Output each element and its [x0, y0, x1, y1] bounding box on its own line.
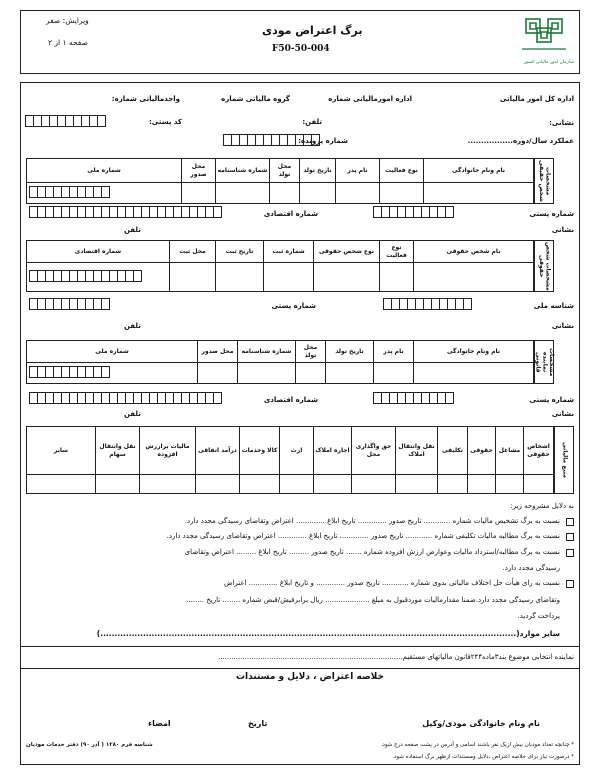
col-national-id: شماره ملی — [27, 159, 182, 183]
src-rent: اجاره املاک — [314, 427, 352, 475]
col-legal-activity: نوع فعالیت — [380, 241, 414, 263]
col-rep-national-id: شماره ملی — [27, 341, 198, 363]
src-jobs: مشاغل — [496, 427, 524, 475]
version-label: ویرایش: صفر — [46, 16, 89, 25]
t3-economic-boxes[interactable] — [30, 392, 222, 404]
form-identifier: شناسه فرم ۱۲۸۰ ( آذر ۹۰) دفتر خدمات مودیان — [26, 742, 153, 748]
src-property-transfer: نقل وانتقال املاک — [396, 427, 438, 475]
unit-number-field[interactable]: واحدمالیاتی شماره: — [111, 95, 180, 103]
t2-postal-boxes[interactable] — [30, 298, 110, 310]
col-birth-place: محل تولد — [270, 159, 300, 183]
address-field[interactable]: نشانی: — [549, 119, 574, 127]
src-salary: حقوقی — [468, 427, 496, 475]
col-reg-date: تاریخ ثبت — [216, 241, 264, 263]
office-number-field[interactable]: اداره امورمالیاتی شماره — [328, 95, 412, 103]
t3-address-label[interactable]: نشانی — [551, 410, 574, 418]
tax-organization-logo-icon — [518, 16, 570, 56]
reason-3-text: نسبت به برگ مطالبه/استرداد مالیات وعوارض ارزش افزوده شماره ....... تاریخ صدور ......... تاریخ ابلاغ ......... اعتراض وتقاضای — [184, 548, 560, 556]
summary-title: خلاصه اعتراض ، دلایل و مستندات — [236, 672, 384, 682]
reason-1-checkbox[interactable] — [566, 518, 574, 526]
col-full-name: نام ونام خانوادگی — [424, 159, 534, 183]
reason-3-checkbox[interactable] — [566, 549, 574, 557]
t2-economic-boxes[interactable] — [30, 270, 142, 282]
footer-note-1: * چنانچه تعداد مودیان بیش ازیک نفر باشند اسامی و آدرس در پشت صفحه درج شود. — [380, 742, 574, 748]
sign-date-label: تاریخ — [248, 719, 268, 728]
col-legal-type: نوع شخص حقوقی — [314, 241, 380, 263]
col-rep-birth-date: تاریخ تولد — [326, 341, 374, 363]
src-goods-services: کالا وخدمات — [240, 427, 280, 475]
col-birth-date: تاریخ تولد — [300, 159, 336, 183]
file-number-boxes[interactable] — [224, 134, 320, 146]
col-economic-number: شماره اقتصادی — [27, 241, 170, 263]
file-number-label: شماره پرونده: — [298, 137, 348, 145]
t1-postal-label: شماره پستی — [529, 210, 574, 218]
postal-code-label: کد پستی: — [148, 118, 182, 126]
t2-address-label[interactable]: نشانی — [551, 322, 574, 330]
footer-note-2: * درصورت نیاز برای خلاصه اعتراض ،دلایل ومستندات ازظهر برگ استفاده شود. — [392, 754, 574, 760]
rep-national-id-boxes[interactable] — [30, 366, 110, 378]
t1-economic-boxes[interactable] — [30, 206, 222, 218]
t1-economic-label: شماره اقتصادی — [263, 210, 318, 218]
src-inheritance: ارث — [280, 427, 314, 475]
page-number: صفحه ۱ از ۲ — [48, 38, 88, 47]
src-legal-entities: اشخاص حقوقی — [524, 427, 554, 475]
reason-3-text-cont: رسیدگی مجدد دارد. — [502, 564, 560, 572]
col-activity: نوع فعالیت — [380, 159, 424, 183]
summary-divider — [20, 668, 580, 669]
col-father-name: نام پدر — [336, 159, 380, 183]
phone-field[interactable]: تلفن: — [302, 118, 322, 126]
col-reg-place: محل ثبت — [170, 241, 216, 263]
t3-postal-boxes[interactable] — [374, 392, 454, 404]
group-number-field[interactable]: گروه مالیاتی شماره — [221, 95, 290, 103]
col-issue-place: محل صدور — [182, 159, 216, 183]
t3-postal-label: شماره پستی — [529, 396, 574, 404]
postal-code-boxes[interactable] — [26, 115, 106, 127]
src-incidental-income: درآمد اتفاقی — [196, 427, 240, 475]
t2-phone-label[interactable]: تلفن — [124, 322, 141, 330]
t1-address-label[interactable]: نشانی — [551, 226, 574, 234]
t2-national-label: شناسه ملی — [533, 302, 574, 310]
t1-phone-label[interactable]: تلفن — [124, 226, 141, 234]
col-rep-birth-place: محل تولد — [296, 341, 326, 363]
col-rep-father-name: نام پدر — [374, 341, 414, 363]
reason-4-checkbox[interactable] — [566, 580, 574, 588]
legal-entity-table — [26, 240, 534, 292]
t2-postal-label: شماره پستی — [271, 302, 316, 310]
reason-4-text: نسبت به رای هیأت حل اختلاف مالیاتی بدوی شماره ............ تاریخ صدور ............. و تاریخ ابلاغ ............. اعتراض — [223, 579, 560, 587]
src-share-transfer: نقل وانتقال سهام — [96, 427, 140, 475]
col-reg-number: شماره ثبت — [264, 241, 314, 263]
src-withholding: تکلیفی — [438, 427, 468, 475]
rep-divider — [20, 646, 580, 647]
national-id-boxes[interactable] — [30, 186, 110, 198]
col-rep-issue-place: محل صدور — [198, 341, 238, 363]
logo-caption: سازمان امور مالیاتی کشور — [523, 60, 574, 65]
general-office-field[interactable]: اداره کل امور مالیاتی — [499, 95, 574, 103]
form-header — [20, 10, 580, 74]
natural-person-section-label: مشخصات شخص حقیقی — [534, 158, 554, 204]
form-code: F50-50-004 — [272, 44, 330, 54]
src-other: سایر — [27, 427, 96, 475]
tax-source-section-label: منبع مالیاتی — [554, 426, 574, 494]
t2-national-boxes[interactable] — [384, 298, 472, 310]
reasons-intro: به دلایل مشروحه زیر: — [510, 502, 574, 510]
signatory-name-label: نام ونام خانوادگی مودی/وکیل — [422, 719, 540, 728]
signature-label: امضاء — [148, 719, 171, 728]
col-legal-name: نام شخص حقوقی — [414, 241, 534, 263]
form-title: برگ اعتراض مودی — [262, 24, 363, 37]
fiscal-year-field[interactable]: عملکرد سال/دوره................. — [467, 137, 574, 145]
reason-4-text-end: پرداخت گردید. — [517, 612, 560, 620]
t3-economic-label: شماره اقتصادی — [263, 396, 318, 404]
reason-2-checkbox[interactable] — [566, 533, 574, 541]
t3-phone-label[interactable]: تلفن — [124, 410, 141, 418]
src-goodwill: حق واگذاری محل — [352, 427, 396, 475]
col-rep-full-name: نام ونام خانوادگی — [414, 341, 534, 363]
reason-1-text: نسبت به برگ تشخیص مالیات شماره ............ تاریخ صدور ............. تاریخ ابلاغ ............. اعتراض وتقاضای رسیدگی مجدد دارد. — [184, 517, 560, 525]
other-reasons-field[interactable]: سایر موارد(..................................................................................................................................................) — [96, 629, 560, 638]
representative-section-label: مشخصات نماینده قانونی — [534, 340, 554, 384]
t1-postal-boxes[interactable] — [374, 206, 454, 218]
reason-2-text: نسبت به برگ مطالبه مالیات تکلیفی شماره ............ تاریخ صدور ............. تاریخ ابلاغ ............. اعتراض وتقاضای رسیدگی مجدد دارد. — [166, 532, 560, 540]
col-rep-id-number: شماره شناسنامه — [238, 341, 296, 363]
src-vat: مالیات برارزش افزوده — [140, 427, 196, 475]
selected-representative-field[interactable]: نماینده انتخابی موضوع بند۳ماده۲۴۴قانون مالیاتهای مستقیم................................................................................... — [218, 653, 574, 661]
col-id-number: شماره شناسنامه — [216, 159, 270, 183]
tax-source-table — [26, 426, 554, 494]
reason-4-text-cont: وتقاضای رسیدگی مجدد دارد.ضمنا مقدارمالیات موردقبول به مبلغ .................... ریال برابرفیش/قبض شماره ........ تاریخ ........ — [186, 596, 560, 604]
legal-entity-section-label: مشخصات شخص حقوقی — [534, 240, 554, 292]
